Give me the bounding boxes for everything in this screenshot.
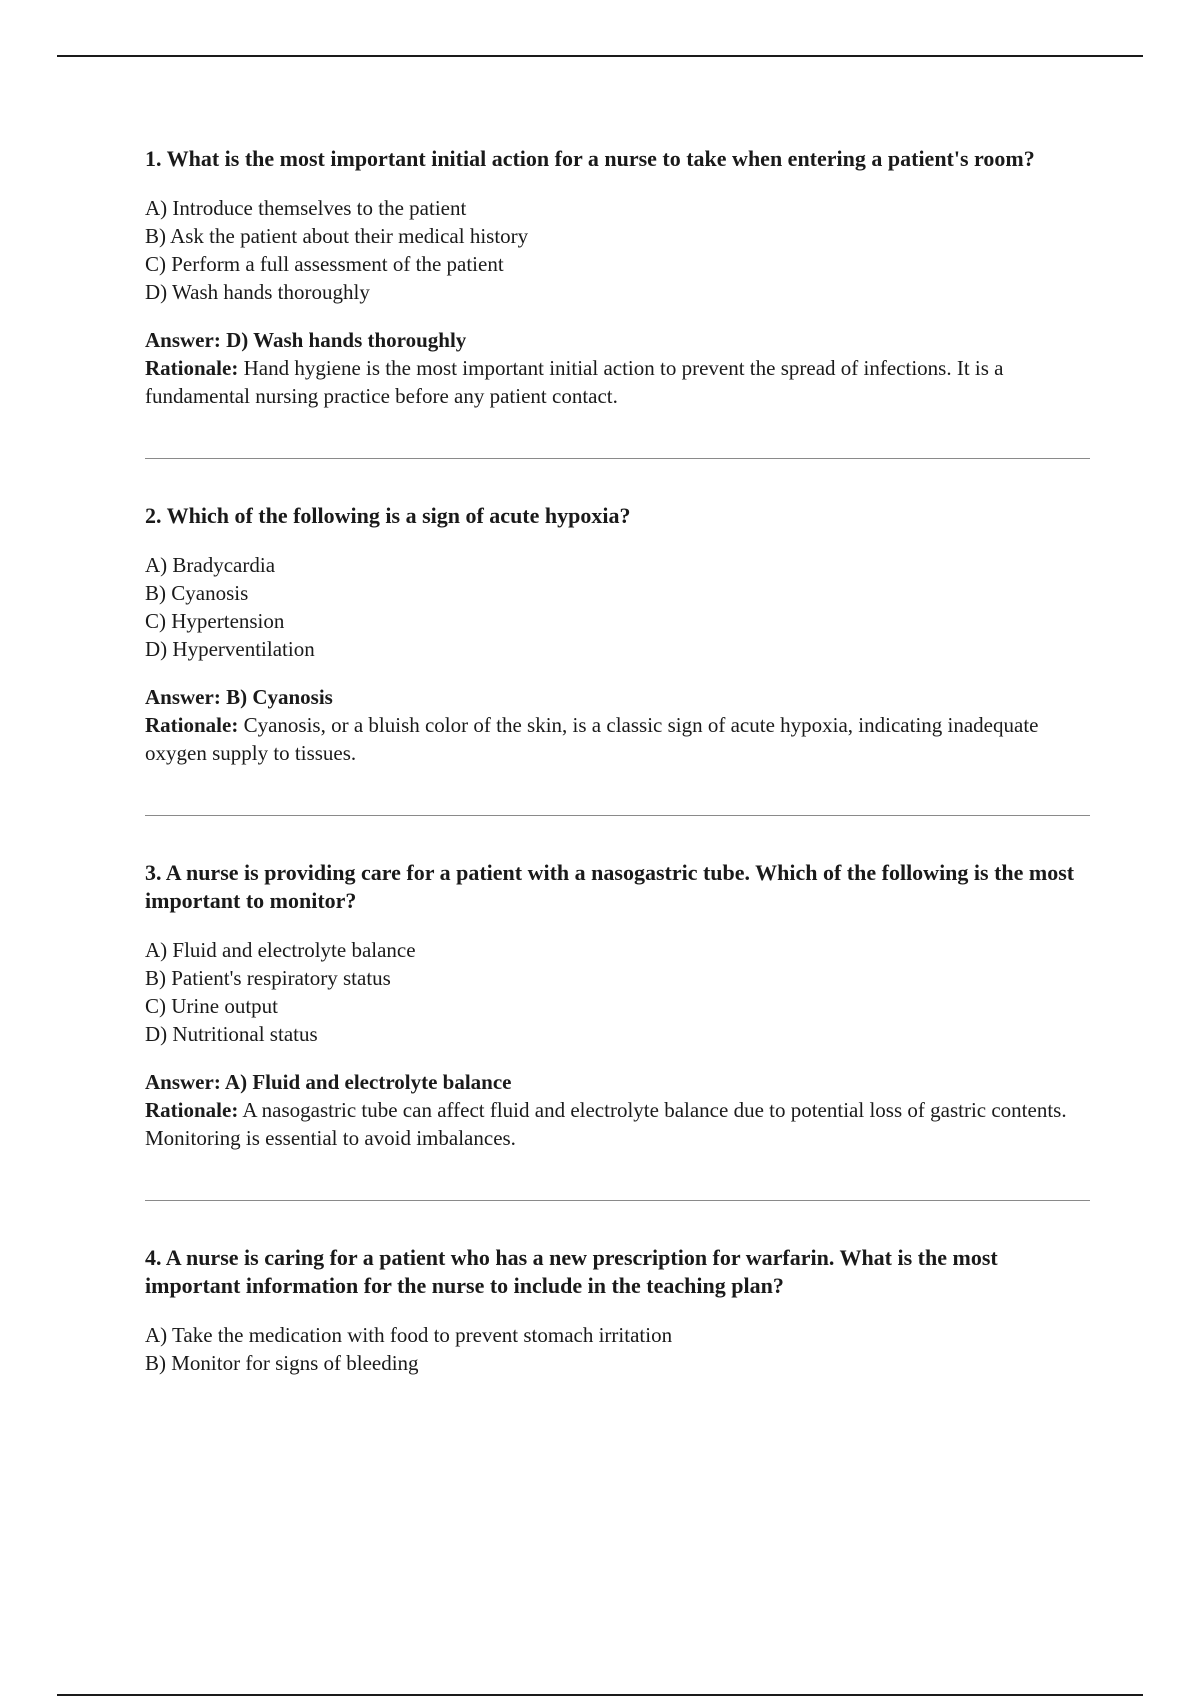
rationale-text: Hand hygiene is the most important initial action to prevent the spread of infections. It is a fundamental nursing practice before any patient contact. (145, 356, 1004, 408)
option-b: B) Ask the patient about their medical history (145, 224, 529, 248)
question-text: 2. Which of the following is a sign of acute hypoxia? (145, 503, 631, 528)
option-a: A) Introduce themselves to the patient (145, 196, 467, 220)
option-a: A) Bradycardia (145, 553, 276, 577)
question-2 (145, 502, 1090, 767)
page-top-rule (57, 55, 1143, 57)
section-divider (145, 1200, 1090, 1201)
rationale-label: Rationale: (145, 1098, 239, 1122)
options-list (145, 194, 1090, 306)
rationale (145, 354, 1090, 410)
question-3 (145, 859, 1090, 1152)
question-text: 3. A nurse is providing care for a patient with a nasogastric tube. Which of the following is the most important to monitor? (145, 860, 1075, 913)
question-text: 1. What is the most important initial action for a nurse to take when entering a patient's room? (145, 146, 1035, 171)
option-b: B) Monitor for signs of bleeding (145, 1351, 419, 1375)
section-divider (145, 458, 1090, 459)
rationale (145, 711, 1090, 767)
options-list (145, 936, 1090, 1048)
option-d: D) Hyperventilation (145, 637, 315, 661)
answer-line: Answer: A) Fluid and electrolyte balance (145, 1070, 512, 1094)
option-c: C) Hypertension (145, 609, 285, 633)
option-d: D) Nutritional status (145, 1022, 318, 1046)
section-divider (145, 815, 1090, 816)
question-4 (145, 1244, 1090, 1377)
question-text: 4. A nurse is caring for a patient who has a new prescription for warfarin. What is the most important information for the nurse to include in the teaching plan? (145, 1245, 998, 1298)
option-b: B) Cyanosis (145, 581, 249, 605)
option-c: C) Urine output (145, 994, 278, 1018)
rationale (145, 1096, 1090, 1152)
page-bottom-rule (57, 1694, 1143, 1696)
options-list (145, 551, 1090, 663)
options-list (145, 1321, 1090, 1377)
question-1 (145, 145, 1090, 410)
option-a: A) Fluid and electrolyte balance (145, 938, 416, 962)
answer-line: Answer: B) Cyanosis (145, 685, 333, 709)
option-d: D) Wash hands thoroughly (145, 280, 370, 304)
answer-line: Answer: D) Wash hands thoroughly (145, 328, 467, 352)
option-a: A) Take the medication with food to prevent stomach irritation (145, 1323, 673, 1347)
page-content (145, 145, 1090, 1397)
rationale-text: A nasogastric tube can affect fluid and electrolyte balance due to potential loss of gastric contents. Monitoring is essential to avoid imbalances. (145, 1098, 1067, 1150)
rationale-label: Rationale: (145, 356, 239, 380)
rationale-label: Rationale: (145, 713, 239, 737)
option-c: C) Perform a full assessment of the patient (145, 252, 504, 276)
rationale-text: Cyanosis, or a bluish color of the skin, is a classic sign of acute hypoxia, indicating inadequate oxygen supply to tissues. (145, 713, 1039, 765)
option-b: B) Patient's respiratory status (145, 966, 391, 990)
